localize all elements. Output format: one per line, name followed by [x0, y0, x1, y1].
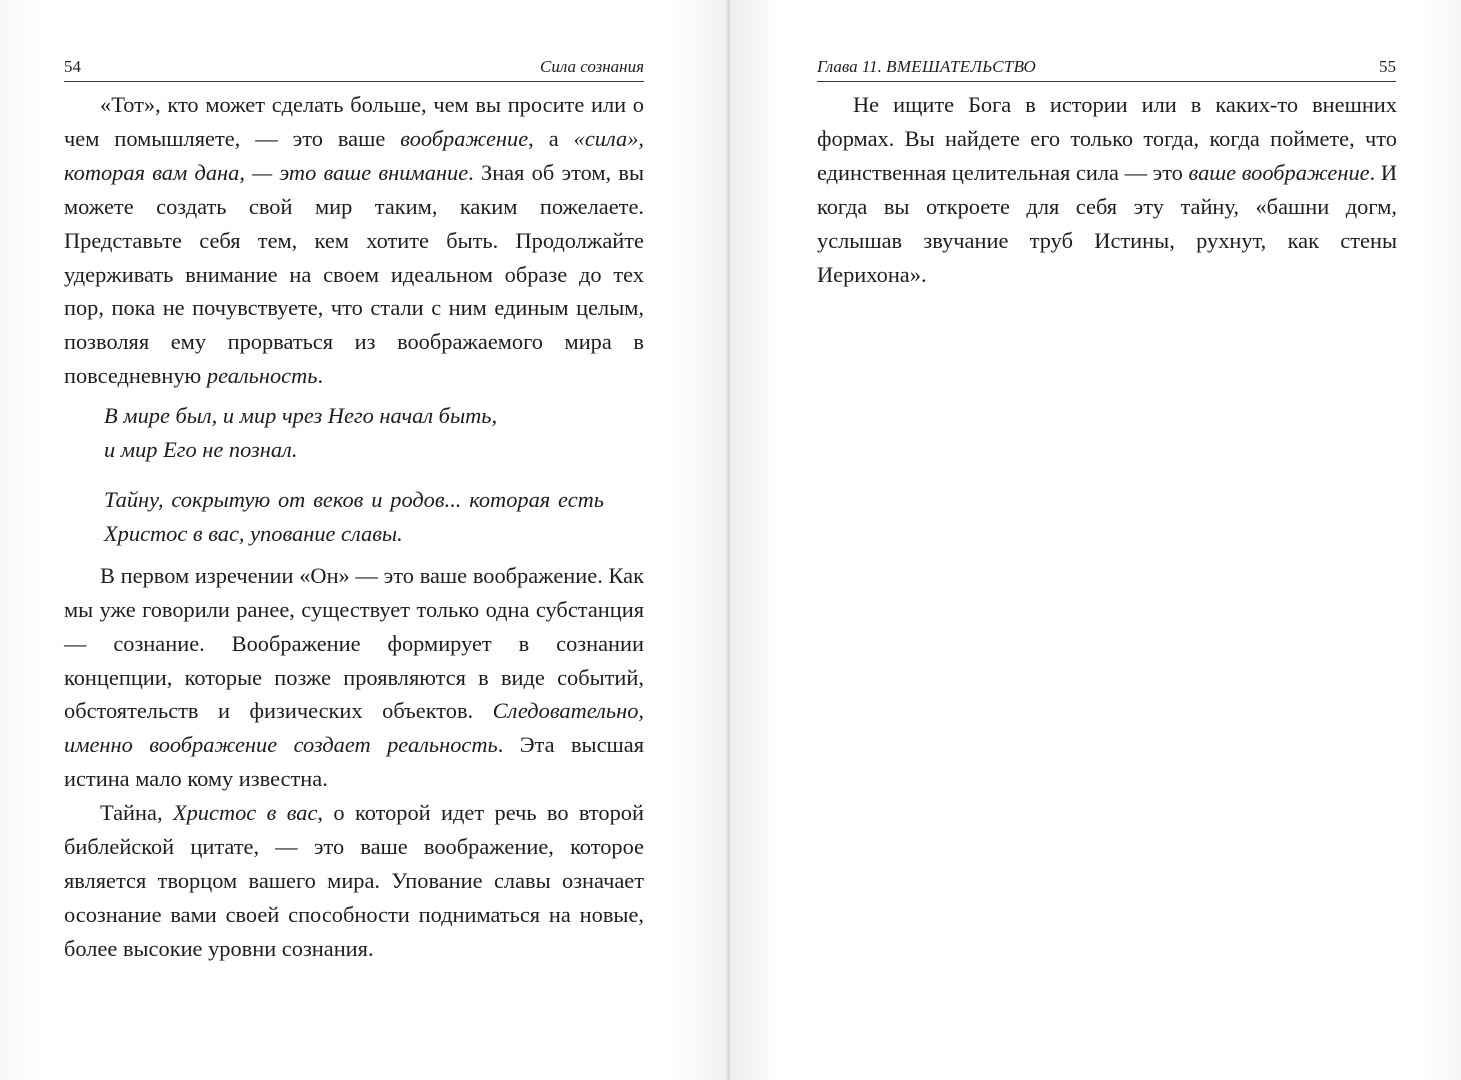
running-title-left: Сила сознания: [539, 57, 644, 76]
running-head-left: [64, 55, 644, 82]
left-page-body: [64, 88, 644, 966]
right-page: [730, 0, 1461, 1080]
bible-quote-2: Тайну, сокрытую от веков и родов... которая есть Христос в вас, упование славы.: [104, 486, 604, 546]
paragraph-2: В первом изречении «Он» — это ваше воображение. Как мы уже говорили ранее, существует только одна субстанция — сознание. Воображение формирует в сознании концепции, которые позже проявляются в виде событий, обстоятельств и физических объектов. Следовательно, именно воображение создает реальность. Эта высшая истина мало кому известна.: [64, 562, 644, 792]
running-head-right: [817, 55, 1396, 82]
page-number-right: 55: [1379, 57, 1396, 76]
page-number-left: 54: [64, 57, 81, 76]
running-title-right: Глава 11. ВМЕШАТЕЛЬСТВО: [817, 57, 1037, 76]
paragraph-1: «Тот», кто может сделать больше, чем вы просите или о чем помышляете, — это ваше воображение, а «сила», которая вам дана, — это ваше внимание. Зная об этом, вы можете создать свой мир таким, каким пожелаете. Представьте себя тем, кем хотите быть. Продолжайте удерживать внимание на своем идеальном образе до тех пор, пока не почувствуете, что стали с ним единым целым, позволяя ему прорваться из воображаемого мира в повседневную реальность.: [64, 92, 645, 389]
bible-quote-1: В мире был, и мир чрез Него начал быть, и мир Его не познал.: [104, 403, 498, 463]
paragraph-3: Тайна, Христос в вас, о которой идет речь во второй библейской цитате, — это ваше воображение, которое является творцом вашего мира. Упование славы означает осознание вами своей способности подниматься на новые, более высокие уровни сознания.: [64, 800, 644, 961]
paragraph-right-1: Не ищите Бога в истории или в каких-то внешних формах. Вы найдете его только тогда, когда поймете, что единственная целительная сила — это ваше воображение. И когда вы откроете для себя эту тайну, «башни догм, услышав звучание труб Истины, рухнут, как стены Иерихона».: [817, 92, 1397, 287]
left-page: [0, 0, 728, 1080]
right-page-body: [817, 88, 1397, 291]
